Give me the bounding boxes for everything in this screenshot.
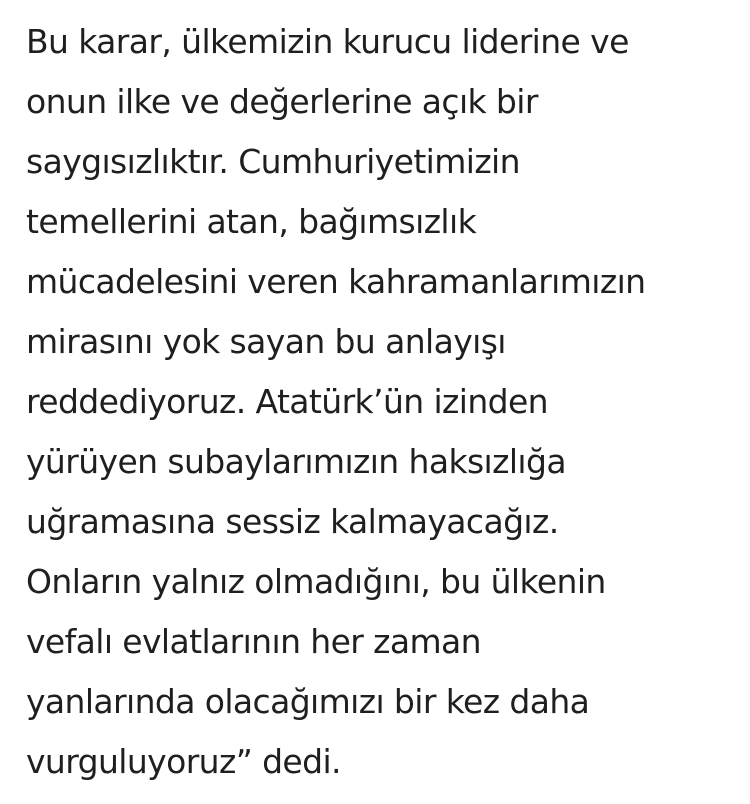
paragraph-line: uğramasına sessiz kalmayacağız. [26,502,559,541]
paragraph-line: saygısızlıktır. Cumhuriyetimizin [26,142,520,181]
paragraph-line: mirasını yok sayan bu anlayışı [26,322,506,361]
paragraph-line: vefalı evlatlarının her zaman [26,622,481,661]
paragraph-line: onun ilke ve değerlerine açık bir [26,82,538,121]
paragraph-line: Onların yalnız olmadığını, bu ülkenin [26,562,606,601]
paragraph-line: mücadelesini veren kahramanlarımızın [26,262,646,301]
paragraph-line: temellerini atan, bağımsızlık [26,202,477,241]
paragraph-line: reddediyoruz. Atatürk’ün izinden [26,382,548,421]
paragraph-line: yanlarında olacağımızı bir kez daha [26,682,590,721]
paragraph-line: yürüyen subaylarımızın haksızlığa [26,442,566,481]
paragraph-line: vurguluyoruz” dedi. [26,742,341,781]
article-paragraph [26,12,738,792]
paragraph-line: Bu karar, ülkemizin kurucu liderine ve [26,22,629,61]
